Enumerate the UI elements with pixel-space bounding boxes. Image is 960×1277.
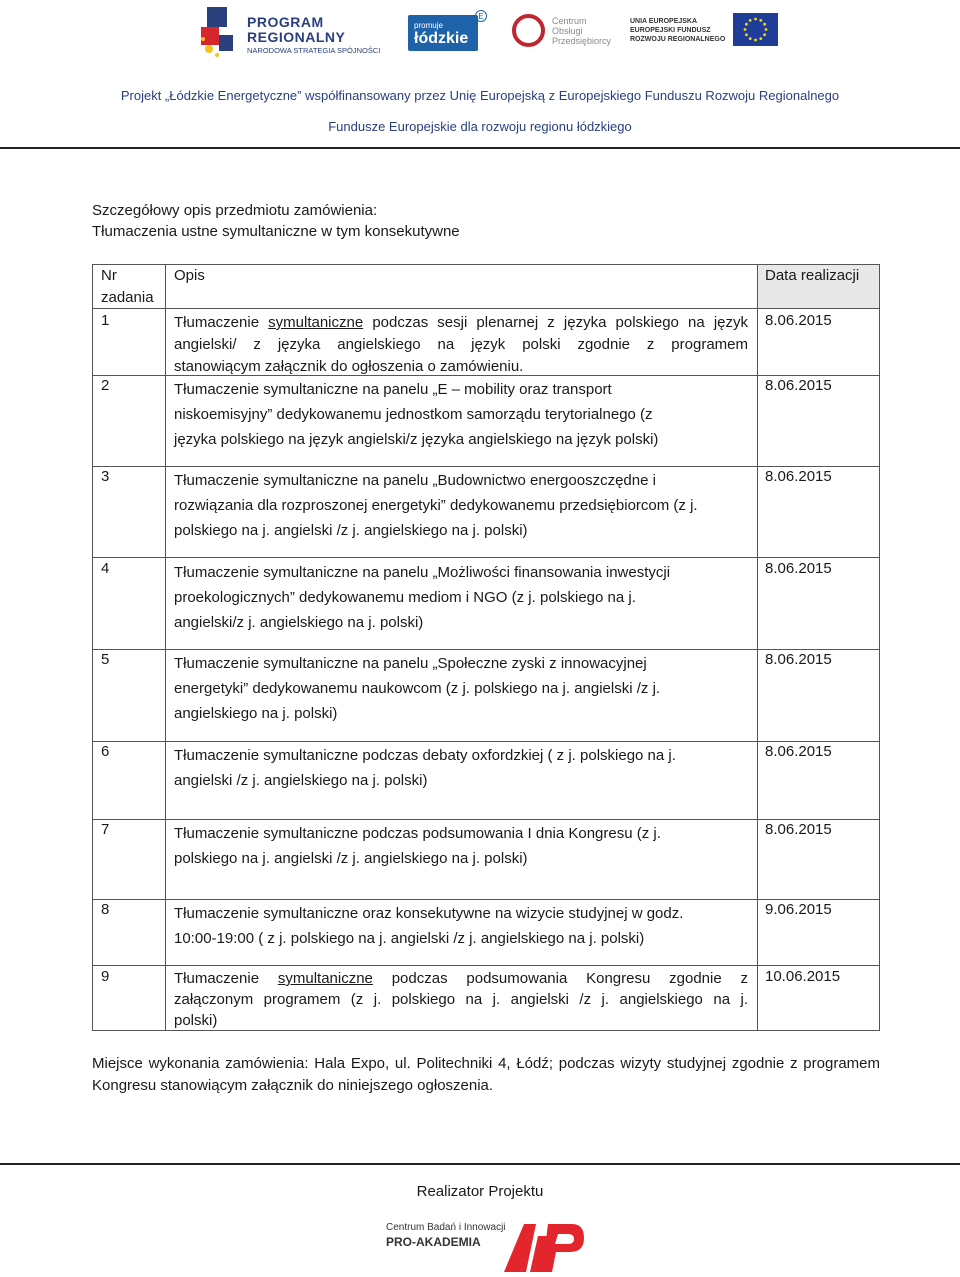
row-desc	[174, 651, 748, 726]
row-desc-line: polski)	[174, 1012, 218, 1029]
row-date-cell	[757, 650, 879, 741]
row-nr-cell	[93, 900, 165, 965]
row-date: 8.06.2015	[765, 468, 832, 485]
row-nr: 3	[101, 468, 110, 485]
row-desc	[174, 968, 748, 1031]
header-cell-nr	[93, 265, 165, 308]
row-desc-line: angielski/z j. angielskiego na j. polski)	[174, 614, 424, 631]
row-nr-cell	[93, 309, 165, 375]
row-desc-line: rozwiązania dla rozproszonej energetyki” dedykowanemu przedsiębiorcom (z j.	[174, 497, 698, 514]
row-date-cell	[757, 376, 879, 466]
table-row	[93, 466, 879, 557]
row-desc-line: proekologicznych” dedykowanemu mediom i NGO (z j. polskiego na j.	[174, 589, 636, 606]
row-nr: 4	[101, 560, 110, 577]
row-desc	[174, 377, 748, 452]
header-cell-opis	[165, 265, 757, 308]
footer-divider	[0, 1163, 960, 1165]
row-date: 8.06.2015	[765, 377, 832, 394]
row-desc	[174, 312, 748, 378]
row-desc-line: angielski/ z języka angielskiego na język polski zgodnie z programem	[174, 336, 748, 353]
row-desc-line: Tłumaczenie symultaniczne podczas podsumowania Kongresu zgodnie z	[174, 970, 748, 987]
cop-logo-line3: Przedsiębiorcy	[552, 36, 612, 46]
row-nr-cell	[93, 376, 165, 466]
cop-logo-line2: Obsługi	[552, 26, 583, 36]
row-desc-line: energetyki” dedykowanemu naukowcom (z j. polskiego na j. angielski /z j.	[174, 680, 661, 697]
row-nr: 6	[101, 743, 110, 760]
row-nr-cell	[93, 650, 165, 741]
row-nr: 8	[101, 901, 110, 918]
program-logo-line2: REGIONALNY	[247, 29, 346, 45]
eu-logo-line1: UNIA EUROPEJSKA	[630, 18, 698, 25]
table-row	[93, 649, 879, 741]
program-logo-line1: PROGRAM	[247, 14, 324, 30]
cop-ring-icon	[512, 14, 545, 47]
row-desc	[174, 821, 748, 871]
row-nr: 9	[101, 968, 110, 985]
row-desc-cell	[165, 966, 757, 1030]
row-desc	[174, 743, 748, 793]
row-desc-line: Tłumaczenie symultaniczne podczas sesji plenarnej z języka polskiego na język	[174, 314, 748, 331]
table-row	[93, 965, 879, 1030]
row-desc	[174, 901, 748, 951]
row-nr-cell	[93, 966, 165, 1030]
row-desc-line: angielskiego na j. polski)	[174, 705, 338, 722]
row-date: 8.06.2015	[765, 651, 832, 668]
row-desc-line: Tłumaczenie symultaniczne podczas debaty oxfordzkiej ( z j. polskiego na j.	[174, 747, 676, 764]
table-row	[93, 375, 879, 466]
table-row	[93, 899, 879, 965]
row-desc-cell	[165, 820, 757, 899]
lodzkie-logo-mark: E	[475, 10, 487, 22]
intro-line2: Tłumaczenia ustne symultaniczne w tym konsekutywne	[92, 223, 460, 240]
ap-logo-icon	[504, 1218, 586, 1274]
row-desc-line: załączonym programem (z j. polskiego na j. angielski /z j. angielskiego na j.	[174, 991, 748, 1008]
row-date: 8.06.2015	[765, 312, 832, 329]
row-desc-line: Tłumaczenie symultaniczne na panelu „Budownictwo energooszczędne i	[174, 472, 656, 489]
row-desc-line: polskiego na j. angielski /z j. angielskiego na j. polski)	[174, 522, 528, 539]
row-nr-cell	[93, 467, 165, 557]
pro-akademia-logo	[386, 1218, 586, 1274]
row-nr: 1	[101, 312, 110, 329]
row-nr-cell	[93, 820, 165, 899]
row-date-cell	[757, 742, 879, 819]
order-table	[92, 264, 880, 1031]
ap-logo-line2: PRO-AKADEMIA	[386, 1235, 481, 1249]
row-date: 8.06.2015	[765, 821, 832, 838]
eu-logo-line2: EUROPEJSKI FUNDUSZ	[630, 27, 711, 34]
table-header-row	[93, 265, 879, 308]
underlined-word: symultaniczne	[277, 970, 373, 987]
row-desc	[174, 560, 748, 635]
row-desc-cell	[165, 742, 757, 819]
underlined-word: symultaniczne	[268, 314, 364, 331]
program-logo-line3: NARODOWA STRATEGIA SPÓJNOŚCI	[247, 46, 381, 55]
row-desc-cell	[165, 558, 757, 649]
row-desc-line: Tłumaczenie symultaniczne na panelu „E – mobility oraz transport	[174, 381, 612, 398]
row-nr: 7	[101, 821, 110, 838]
table-row	[93, 557, 879, 649]
row-date: 8.06.2015	[765, 560, 832, 577]
row-date-cell	[757, 467, 879, 557]
row-desc-cell	[165, 376, 757, 466]
row-desc-cell	[165, 309, 757, 375]
funds-line: Fundusze Europejskie dla rozwoju regionu łódzkiego	[328, 119, 632, 134]
row-desc-cell	[165, 467, 757, 557]
eu-flag-icon	[733, 13, 778, 46]
row-date-cell	[757, 820, 879, 899]
centrum-obslugi-przedsiebiorcy-logo	[512, 14, 612, 50]
row-nr-cell	[93, 558, 165, 649]
row-date-cell	[757, 558, 879, 649]
header-nr-line2: zadania	[101, 289, 154, 306]
row-desc-line: polskiego na j. angielski /z j. angielskiego na j. polski)	[174, 850, 528, 867]
row-date-cell	[757, 309, 879, 375]
ap-logo-line1: Centrum Badań i Innowacji	[386, 1222, 506, 1233]
project-line: Projekt „Łódzkie Energetyczne” współfinansowany przez Unię Europejską z Europejskiego Funduszu Rozwoju Regionalnego	[120, 88, 840, 103]
lodzkie-logo-small: promuje	[414, 21, 443, 30]
header-divider	[0, 147, 960, 149]
eu-logo-line3: ROZWOJU REGIONALNEGO	[630, 36, 726, 43]
header-nr-line1: Nr	[101, 267, 117, 284]
lodzkie-logo-box	[408, 15, 478, 51]
header-data: Data realizacji	[765, 267, 860, 284]
program-regionalny-logo	[197, 5, 387, 59]
footer-title: Realizator Projektu	[416, 1183, 544, 1200]
table-row	[93, 819, 879, 899]
row-desc-line: stanowiącym załącznik do ogłoszenia o zamówieniu.	[174, 358, 524, 375]
row-desc-line: Tłumaczenie symultaniczne podczas podsumowania I dnia Kongresu (z j.	[174, 825, 661, 842]
program-regionalny-icon	[197, 5, 235, 59]
place-of-performance: Miejsce wykonania zamówienia: Hala Expo, ul. Politechniki 4, Łódź; podczas wizyty studyjnej zgodnie z programem Kongresu stanowiącym załącznik do niniejszego ogłoszenia.	[92, 1055, 880, 1094]
row-nr: 5	[101, 651, 110, 668]
row-date: 10.06.2015	[765, 968, 841, 985]
row-desc	[174, 468, 748, 543]
row-nr-cell	[93, 742, 165, 819]
row-date: 9.06.2015	[765, 901, 832, 918]
header-cell-data	[757, 265, 879, 308]
promuje-lodzkie-logo	[408, 10, 488, 52]
row-desc-line: angielski /z j. angielskiego na j. polski)	[174, 772, 428, 789]
row-nr: 2	[101, 377, 110, 394]
header-opis: Opis	[174, 267, 205, 284]
row-desc-cell	[165, 650, 757, 741]
row-desc-line: Tłumaczenie symultaniczne na panelu „Społeczne zyski z innowacyjnej	[174, 655, 647, 672]
table-row	[93, 741, 879, 819]
row-date: 8.06.2015	[765, 743, 832, 760]
intro-line1: Szczegółowy opis przedmiotu zamówienia:	[92, 202, 378, 219]
row-desc-line: języka polskiego na język angielski/z języka angielskiego na język polski)	[174, 431, 659, 448]
row-desc-line: Tłumaczenie symultaniczne oraz konsekutywne na wizycie studyjnej w godz.	[174, 905, 684, 922]
row-desc-line: 10:00-19:00 ( z j. polskiego na j. angielski /z j. angielskiego na j. polski)	[174, 930, 645, 947]
lodzkie-logo-big: łódzkie	[414, 30, 469, 47]
row-date-cell	[757, 966, 879, 1030]
row-desc-line: Tłumaczenie symultaniczne na panelu „Możliwości finansowania inwestycji	[174, 564, 671, 581]
cop-logo-line1: Centrum	[552, 16, 587, 26]
table-row	[93, 308, 879, 375]
unia-europejska-logo	[630, 13, 780, 49]
row-desc-line: niskoemisyjny” dedykowanemu jednostkom samorządu terytorialnego (z	[174, 406, 653, 423]
row-desc-cell	[165, 900, 757, 965]
row-date-cell	[757, 900, 879, 965]
